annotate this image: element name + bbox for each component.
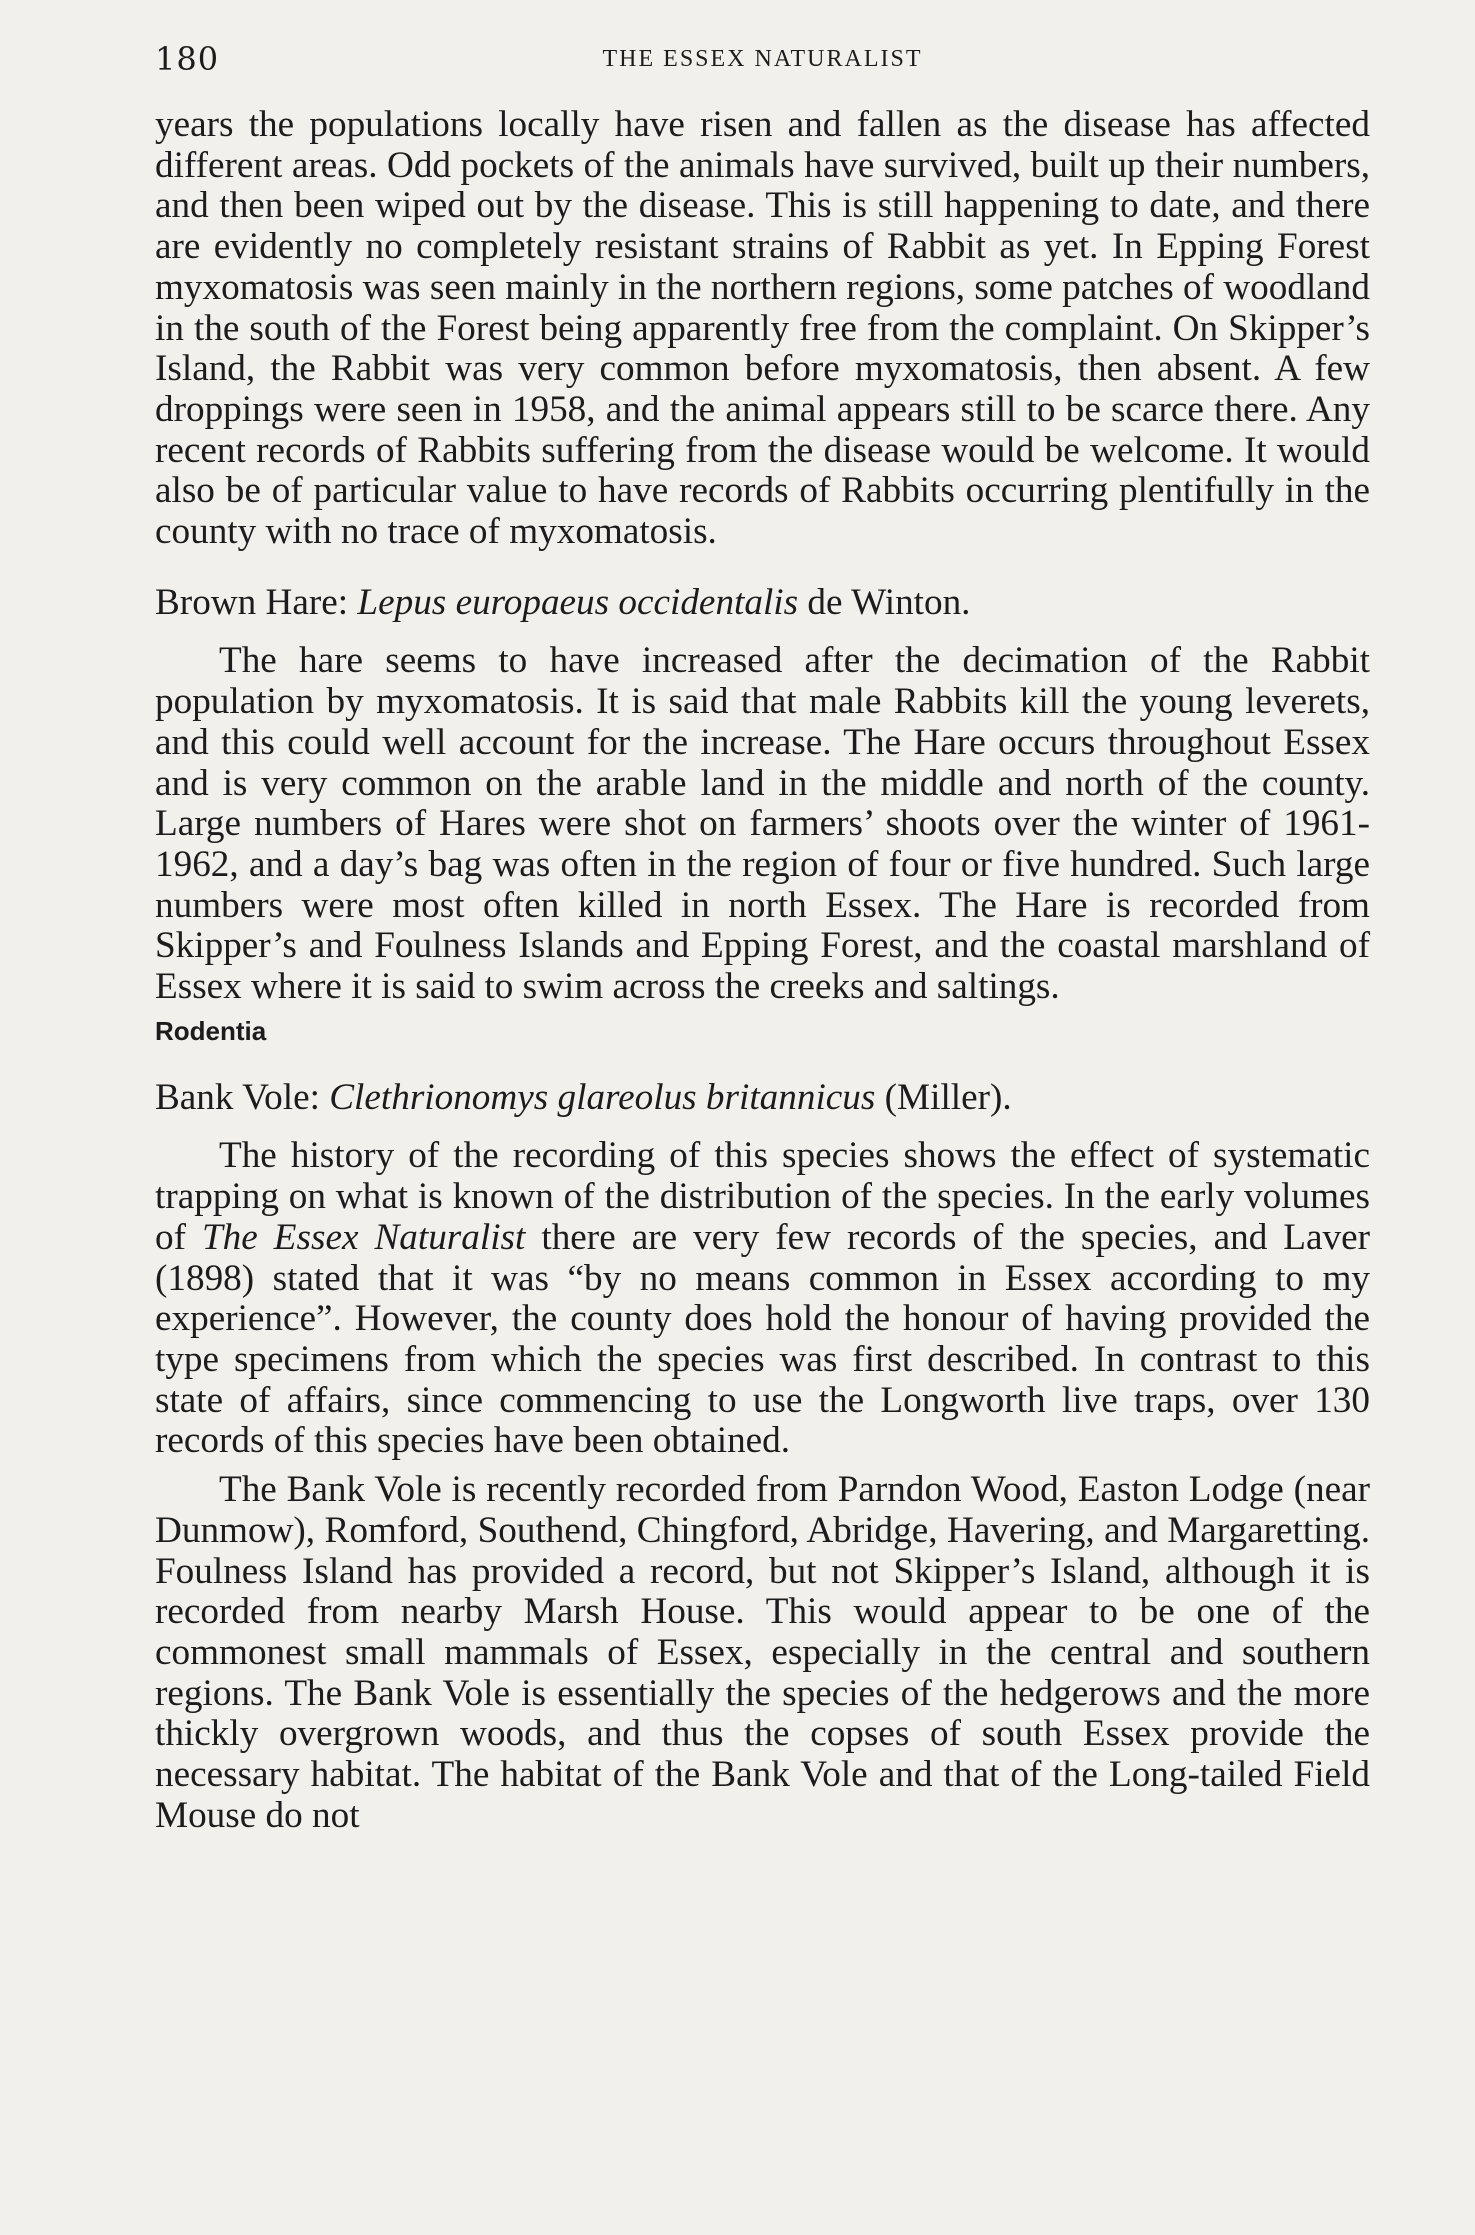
authority: (Miller).	[884, 1076, 1012, 1118]
journal-title: The Essex Naturalist	[202, 1216, 526, 1258]
bank-vole-paragraph-1	[155, 1136, 1370, 1462]
common-name: Brown Hare:	[155, 581, 349, 623]
authority: de Winton.	[807, 581, 971, 623]
binomial-name: Lepus europaeus occidentalis	[357, 581, 799, 623]
page-number: 180	[155, 40, 220, 78]
species-heading-brown-hare	[155, 583, 1370, 624]
page-header	[155, 40, 1370, 90]
running-head: THE ESSEX NATURALIST	[602, 46, 923, 72]
article-body	[155, 105, 1370, 1836]
bank-vole-paragraph-2: The Bank Vole is recently recorded from Parndon Wood, Easton Lodge (near Dunmow), Romford, Southend, Chingford, Abridge, Havering, and Margaretting. Foulness Island has provided a record, but not Skipper’s Island, although it is recorded from nearby Marsh House. This would appear to be one of the commonest small mammals of Essex, especially in the central and southern regions. The Bank Vole is essentially the species of the hedgerows and the more thickly overgrown woods, and thus the copses of south Essex provide the necessary habitat. The habitat of the Bank Vole and that of the Long-tailed Field Mouse do not	[155, 1469, 1370, 1836]
paragraph-text: The history of the recording of this species shows the effect of systematic trapping on what is known of the distribution of the species. In the early volumes of	[155, 1135, 1370, 1258]
paragraph-text: there are very few records of the species, and Laver (1898) stated that it was “by no means common in Essex according to my experience”. However, the county does hold the honour of having provided the type specimens from which the species was first described. In contrast to this state of affairs, since commencing to use the Longworth live traps, over 130 records of this species have been obtained.	[155, 1216, 1371, 1462]
brown-hare-paragraph: The hare seems to have increased after the decimation of the Rabbit population by myxomatosis. It is said that male Rabbits kill the young leverets, and this could well account for the increase. The Hare occurs throughout Essex and is very common on the arable land in the middle and north of the county. Large numbers of Hares were shot on farmers’ shoots over the winter of 1961-1962, and a day’s bag was often in the region of four or five hundred. Such large numbers were most often killed in north Essex. The Hare is recorded from Skipper’s and Foulness Islands and Epping Forest, and the coastal marshland of Essex where it is said to swim across the creeks and saltings.	[155, 640, 1370, 1008]
section-heading: Rodentia	[155, 1015, 267, 1046]
species-heading-bank-vole	[155, 1078, 1370, 1119]
rabbit-paragraph: years the populations locally have risen and fallen as the disease has affected different areas. Odd pockets of the animals have survived, built up their numbers, and then been wiped out by the disease. This is still happening to date, and there are evidently no completely resistant strains of Rabbit as yet. In Epping Forest myxomatosis was seen mainly in the northern regions, some patches of woodland in the south of the Forest being apparently free from the complaint. On Skipper’s Island, the Rabbit was very common before myxomatosis, then absent. A few droppings were seen in 1958, and the animal appears still to be scarce there. Any recent records of Rabbits suffering from the disease would be welcome. It would also be of particular value to have records of Rabbits occurring plentifully in the county with no trace of myxomatosis.	[155, 104, 1370, 553]
common-name: Bank Vole:	[155, 1076, 320, 1118]
binomial-name: Clethrionomys glareolus britannicus	[329, 1076, 876, 1118]
